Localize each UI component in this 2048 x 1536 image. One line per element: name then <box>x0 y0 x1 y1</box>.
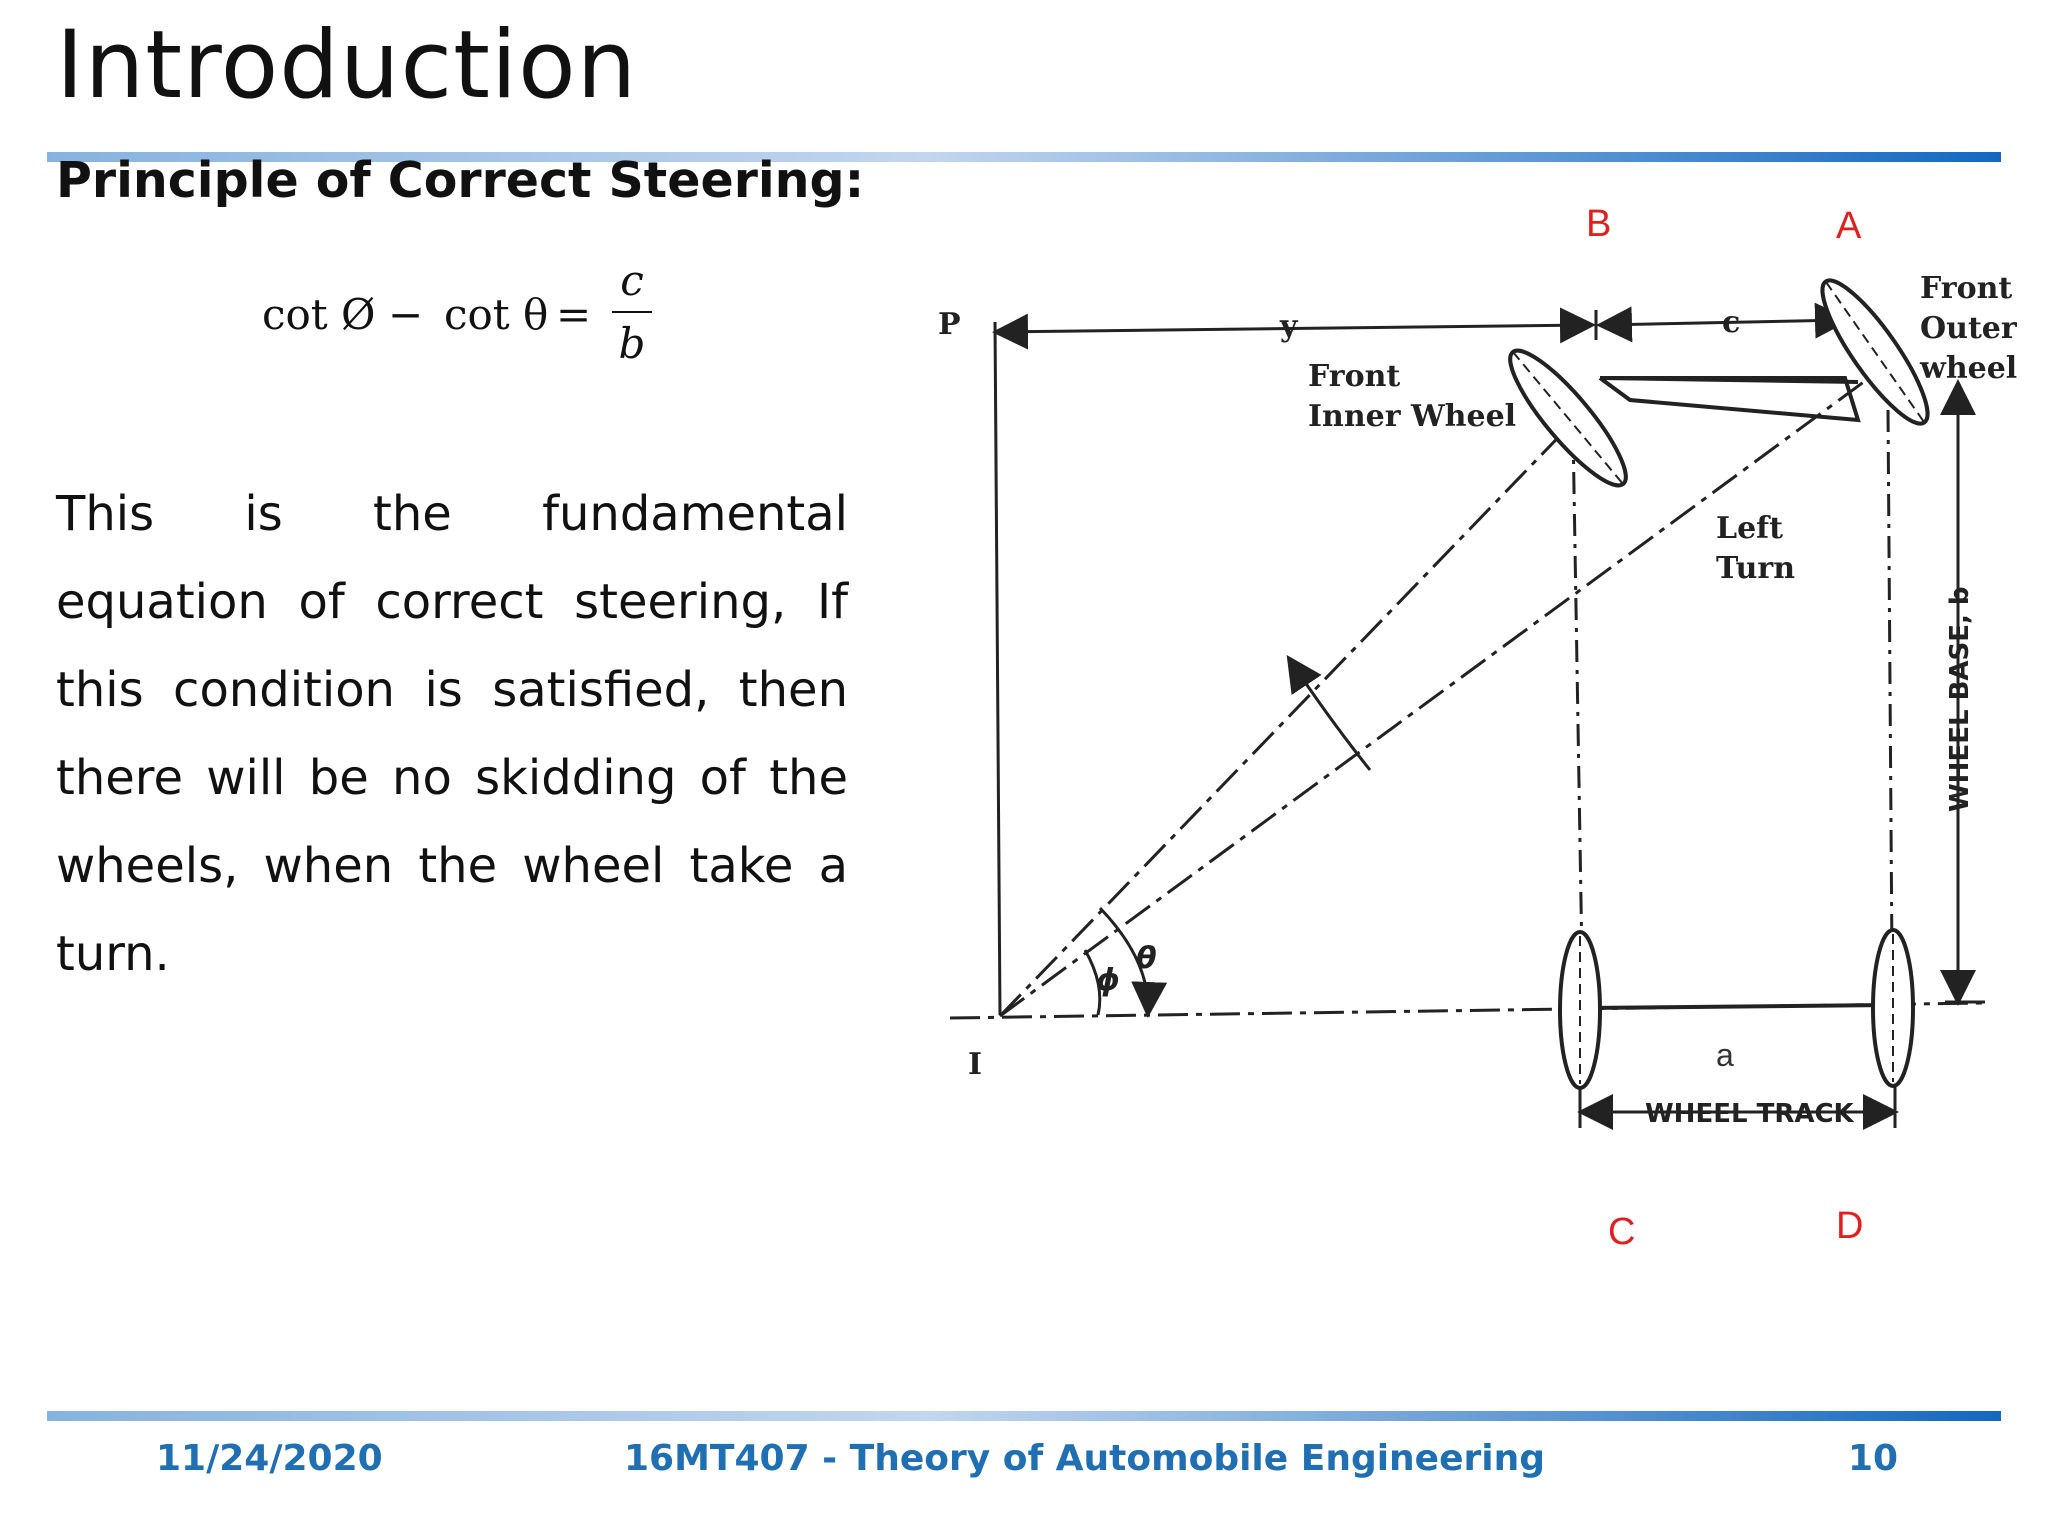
point-p-label: P <box>938 307 961 342</box>
c-label: c <box>1722 305 1741 340</box>
y-label: y <box>1280 309 1298 344</box>
point-label-b: B <box>1586 203 1612 245</box>
body-paragraph: This is the fundamental equation of correct steering, If this condition is satisfied, then there will be no skidding of the wheels, when the wheel take a turn. <box>56 486 848 982</box>
left-turn-line2: Turn <box>1716 551 1795 586</box>
wheel-track-label: WHEEL TRACK <box>1645 1099 1854 1129</box>
front-inner-line1: Front <box>1308 359 1401 394</box>
point-label-c: C <box>1608 1211 1636 1253</box>
outer-wheel-vertical <box>1888 410 1892 960</box>
footer-date: 11/24/2020 <box>156 1438 383 1479</box>
equation-cot-phi: cot Ø <box>262 290 376 339</box>
front-outer-line1: Front <box>1920 271 2013 306</box>
point-i-label: I <box>968 1047 983 1082</box>
wheel-base-label: WHEEL BASE, b <box>1945 586 1975 812</box>
motion-arrow <box>1290 660 1370 770</box>
equation-numerator: c <box>620 256 644 305</box>
fraction-bar <box>612 311 652 313</box>
equation-equals: = <box>556 290 592 339</box>
steering-diagram <box>930 190 2040 1320</box>
footer-page-number: 10 <box>1848 1438 1899 1479</box>
equation-fraction <box>612 256 652 368</box>
equation-minus: − <box>388 290 424 339</box>
wheel-track-a-label: a <box>1716 1037 1734 1073</box>
front-outer-line2: Outer <box>1920 311 2017 346</box>
inner-wheel-radius <box>1000 420 1575 1016</box>
point-label-d: D <box>1836 1205 1864 1247</box>
equation-denominator: b <box>618 319 646 368</box>
outer-wheel-centerline <box>1826 282 1924 422</box>
footer-divider <box>47 1411 2001 1421</box>
point-label-a: A <box>1836 205 1862 247</box>
slide-title: Introduction <box>56 11 638 120</box>
angle-theta-label: θ <box>1136 941 1157 976</box>
inner-wheel-vertical <box>1573 430 1582 960</box>
outer-wheel-radius <box>1000 370 1880 1016</box>
left-turn-line1: Left <box>1716 511 1783 546</box>
footer-course-title: 16MT407 - Theory of Automobile Engineering <box>624 1438 1546 1479</box>
angle-phi-label: ϕ <box>1096 963 1120 998</box>
rear-axle-solid <box>1585 1005 1890 1008</box>
section-subtitle: Principle of Correct Steering: <box>56 152 865 209</box>
equation-cot-theta: cot θ <box>444 290 549 339</box>
front-inner-line2: Inner Wheel <box>1308 399 1517 434</box>
inner-wheel-centerline <box>1513 352 1623 484</box>
front-outer-line3: wheel <box>1920 351 2018 386</box>
p-vertical-line <box>995 322 1000 1015</box>
